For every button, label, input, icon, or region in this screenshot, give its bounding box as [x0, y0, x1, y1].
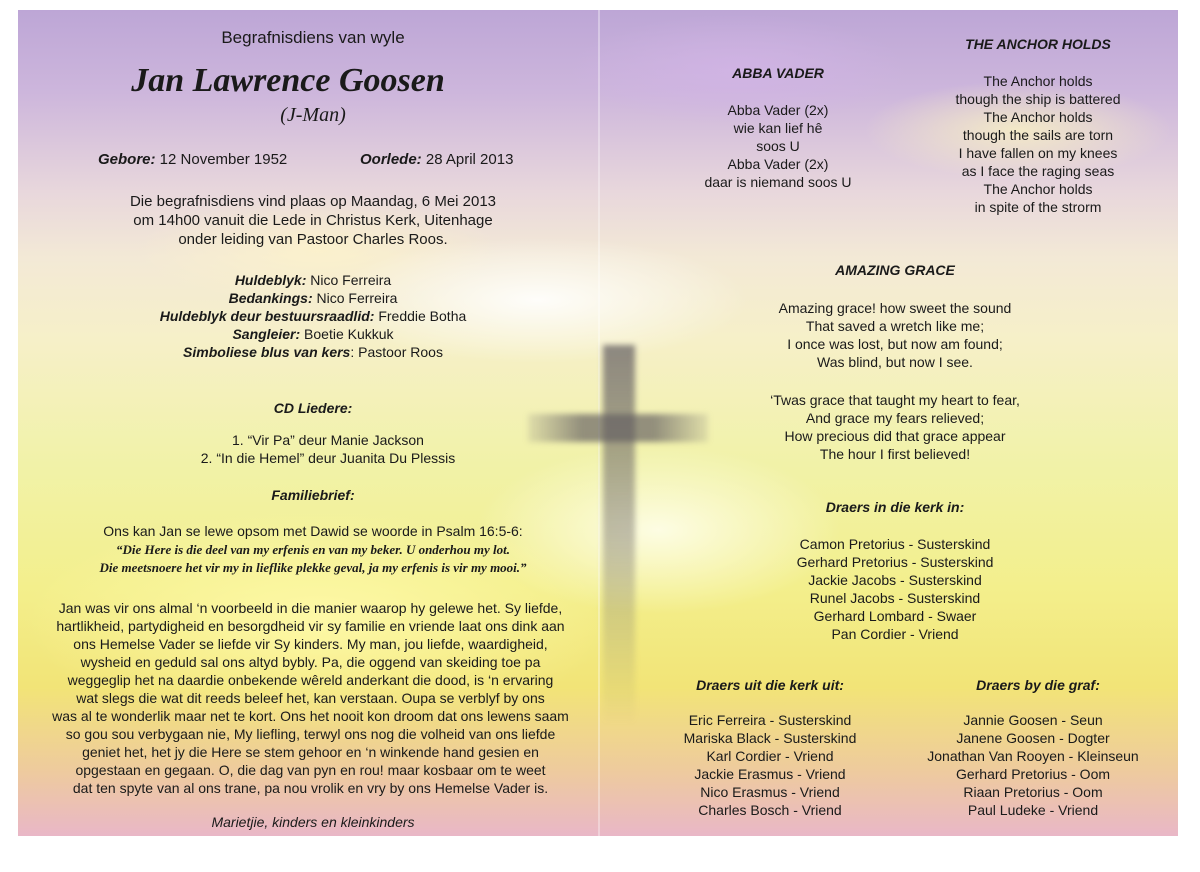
- bearer-item: Riaan Pretorius - Oom: [963, 784, 1103, 800]
- roles-list: [38, 271, 588, 361]
- letter-line: weggeglip het na daardie onbekende wêreld anderkant die dood, is ‘n ervaring: [67, 672, 554, 688]
- lyric-line: The hour I first believed!: [819, 446, 971, 462]
- anchor-holds-title: THE ANCHOR HOLDS: [965, 36, 1111, 52]
- role-item: [38, 271, 588, 289]
- bearer-item: Eric Ferreira - Susterskind: [688, 712, 852, 728]
- bearer-item: Mariska Black - Susterskind: [683, 730, 857, 746]
- letter-line: geniet het, het jy die Here se stem gehoor en ‘n winkende hand gesien en: [82, 744, 539, 760]
- abba-vader-lyrics: [648, 101, 908, 191]
- psalm-quote-line: Die meetsnoere het vir my in lieflike plekke geval, ja my erfenis is vir my mooi.”: [99, 560, 527, 575]
- bearer-item: Gerhard Lombard - Swaer: [813, 608, 977, 624]
- bearer-item: Karl Cordier - Vriend: [706, 748, 834, 764]
- lyric-line: How precious did that grace appear: [784, 428, 1006, 444]
- died-value: 28 April 2013: [421, 151, 514, 168]
- bearer-item: Janene Goosen - Dogter: [956, 730, 1110, 746]
- role-value: Nico Ferreira: [312, 290, 398, 306]
- amazing-grace-verse-2: [745, 391, 1045, 463]
- lyric-line: in spite of the strorm: [974, 199, 1102, 215]
- letter-line: so gou sou verbygaan nie, My liefling, terwyl ons nog die volheid van ons liefde: [65, 726, 556, 742]
- grave-bearers-title: Draers by die graf:: [976, 677, 1100, 693]
- died-date: [360, 151, 513, 168]
- lyric-line: The Anchor holds: [983, 109, 1093, 125]
- lyric-line: wie kan lief hê: [733, 120, 823, 136]
- role-label: Bedankings:: [228, 290, 313, 306]
- out-bearers-title: Draers uit die kerk uit:: [696, 677, 844, 693]
- cd-songs: [38, 431, 618, 467]
- lyric-line: And grace my fears relieved;: [805, 410, 985, 426]
- role-item: [38, 307, 588, 325]
- lyric-line: Was blind, but now I see.: [817, 354, 973, 370]
- out-bearers-list: [640, 711, 900, 819]
- amazing-grace-title: AMAZING GRACE: [835, 262, 955, 278]
- bearer-item: Camon Pretorius - Susterskind: [799, 536, 991, 552]
- lyric-line: though the ship is battered: [955, 91, 1121, 107]
- lyric-line: I have fallen on my knees: [958, 145, 1118, 161]
- bearer-item: Jackie Erasmus - Vriend: [694, 766, 846, 782]
- bearer-item: Paul Ludeke - Vriend: [967, 802, 1099, 818]
- role-item: [38, 289, 588, 307]
- letter-line: ons Hemelse Vader se liefde vir Sy kinders. My man, jou liefde, waardigheid,: [73, 636, 548, 652]
- cd-heading: CD Liedere:: [273, 400, 353, 416]
- bearer-item: Charles Bosch - Vriend: [698, 802, 842, 818]
- nickname: (J-Man): [280, 104, 346, 126]
- lyric-line: The Anchor holds: [983, 73, 1093, 89]
- role-item: [38, 325, 588, 343]
- cd-song: 2. “In die Hemel” deur Juanita Du Plessis: [200, 450, 456, 466]
- born-value: 12 November 1952: [155, 151, 288, 168]
- bearer-item: Jonathan Van Rooyen - Kleinseun: [927, 748, 1139, 764]
- role-value: Boetie Kukkuk: [300, 326, 394, 342]
- role-label: Simboliese blus van kers: [183, 344, 351, 360]
- letter-line: wysheid en geduld sal ons altyd bybly. Pa, die oggend van skeiding toe pa: [80, 654, 541, 670]
- lyric-line: though the sails are torn: [962, 127, 1114, 143]
- lyric-line: The Anchor holds: [983, 181, 1093, 197]
- psalm-intro: Ons kan Jan se lewe opsom met Dawid se woorde in Psalm 16:5-6:: [103, 523, 523, 539]
- role-label: Sangleier:: [232, 326, 301, 342]
- psalm-quote: [38, 541, 588, 577]
- lyric-line: Amazing grace! how sweet the sound: [778, 300, 1012, 316]
- lyric-line: ‘Twas grace that taught my heart to fear,: [770, 392, 1020, 408]
- church-bearers-title: Draers in die kerk in:: [825, 499, 965, 515]
- bearer-item: Jackie Jacobs - Susterskind: [808, 572, 982, 588]
- programme-sheet: [18, 10, 1178, 836]
- born-label: Gebore:: [98, 151, 156, 168]
- role-item: [38, 343, 588, 361]
- amazing-grace-verse-1: [745, 299, 1045, 371]
- role-label: Huldeblyk deur bestuursraadlid:: [159, 308, 375, 324]
- role-label: Huldeblyk:: [234, 272, 307, 288]
- lyric-line: as I face the raging seas: [961, 163, 1115, 179]
- service-info-line: om 14h00 vanuit die Lede in Christus Kerk, Uitenhage: [133, 212, 493, 229]
- bearer-item: Pan Cordier - Vriend: [831, 626, 959, 642]
- letter-heading: Familiebrief:: [271, 487, 355, 503]
- lyric-line: soos U: [756, 138, 800, 154]
- bearer-item: Gerhard Pretorius - Oom: [955, 766, 1111, 782]
- born-date: [98, 151, 287, 168]
- signature: Marietjie, kinders en kleinkinders: [211, 814, 415, 830]
- letter-line: was al te wonderlik maar net te kort. Ons het nooit kon droom dat ons lewens saam: [52, 708, 569, 724]
- cd-song: 1. “Vir Pa” deur Manie Jackson: [232, 432, 424, 448]
- role-value: : Pastoor Roos: [350, 344, 443, 360]
- service-title: Begrafnisdiens van wyle: [221, 28, 405, 47]
- role-value: Freddie Botha: [374, 308, 467, 324]
- bearer-item: Gerhard Pretorius - Susterskind: [796, 554, 994, 570]
- letter-line: wat slegs die wat dit reeds beleef het, kan verstaan. Oupa se verblyf by ons: [76, 690, 545, 706]
- died-label: Oorlede:: [360, 151, 422, 168]
- lyric-line: I once was lost, but now am found;: [787, 336, 1003, 352]
- role-value: Nico Ferreira: [306, 272, 392, 288]
- lyric-line: Abba Vader (2x): [727, 156, 829, 172]
- letter-body: [23, 599, 598, 797]
- service-info: [38, 192, 588, 249]
- service-info-line: Die begrafnisdiens vind plaas op Maandag, 6 Mei 2013: [129, 193, 497, 210]
- bearer-item: Nico Erasmus - Vriend: [700, 784, 840, 800]
- bearer-item: Runel Jacobs - Susterskind: [809, 590, 981, 606]
- letter-line: hartlikheid, partydigheid en besorgdheid vir sy familie en vriende laat ons dink aan: [56, 618, 565, 634]
- cross-vertical-beam: [603, 345, 635, 725]
- church-bearers-list: [745, 535, 1045, 643]
- letter-line: opgestaan en gegaan. O, die dag van pyn en rou! maar kosbaar om te weet: [75, 762, 546, 778]
- lyric-line: daar is niemand soos U: [704, 174, 852, 190]
- anchor-holds-lyrics: [908, 72, 1168, 216]
- lyric-line: Abba Vader (2x): [727, 102, 829, 118]
- bearer-item: Jannie Goosen - Seun: [963, 712, 1103, 728]
- lyric-line: That saved a wretch like me;: [805, 318, 985, 334]
- deceased-name: Jan Lawrence Goosen: [131, 62, 445, 99]
- letter-line: dat ten spyte van al ons trane, pa nou vrolik en vry by ons Hemelse Vader is.: [72, 780, 549, 796]
- grave-bearers-list: [898, 711, 1168, 819]
- abba-vader-title: ABBA VADER: [732, 65, 824, 81]
- psalm-quote-line: “Die Here is die deel van my erfenis en van my beker. U onderhou my lot.: [116, 542, 510, 557]
- letter-line: Jan was vir ons almal ‘n voorbeeld in die manier waarop hy gelewe het. Sy liefde,: [58, 600, 563, 616]
- service-info-line: onder leiding van Pastoor Charles Roos.: [178, 231, 448, 248]
